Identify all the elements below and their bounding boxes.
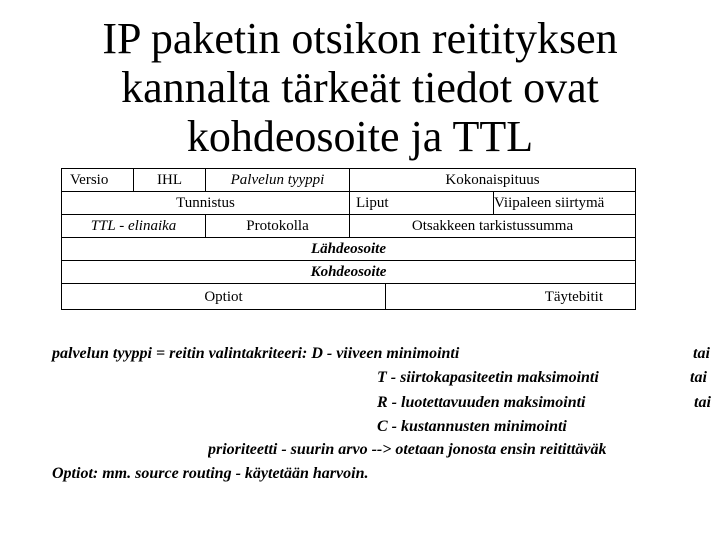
kokonaispituus-field: Kokonaispituus [350,169,636,192]
table-row [62,261,636,284]
taytebitit-field: Täytebitit [386,284,636,310]
otsakkeen-tarkistussumma-field: Otsakkeen tarkistussumma [350,215,636,238]
palvelun-tyyppi-field: Palvelun tyyppi [206,169,350,192]
note-line-2-tai: tai [690,369,707,386]
protokolla-field: Protokolla [206,215,350,238]
note-line-1-tai: tai [693,345,710,362]
lahdeosoite-field: Lähdeosoite [62,238,636,261]
ihl-field: IHL [134,169,206,192]
slide-title [60,14,660,161]
note-line-5: prioriteetti - suurin arvo --> otetaan jonosta ensin reitittäväk [208,441,607,458]
ip-header-table [61,168,636,310]
liput-field: Liput [350,192,494,215]
optiot-field: Optiot [62,284,386,310]
table-row [62,238,636,261]
note-line-1: palvelun tyyppi = reitin valintakriteeri: D - viiveen minimointi [52,345,460,362]
kohdeosoite-field: Kohdeosoite [62,261,636,284]
title-line-2: kannalta tärkeät tiedot ovat [121,63,599,112]
table-row [62,215,636,238]
title-line-1: IP paketin otsikon reitityksen [102,14,618,63]
table-row [62,284,636,310]
tunnistus-field: Tunnistus [62,192,350,215]
viipaleen-siirtyma-field: Viipaleen siirtymä [494,192,636,215]
note-line-3: R - luotettavuuden maksimointi [377,394,586,411]
table-row [62,169,636,192]
note-line-4: C - kustannusten minimointi [377,418,567,435]
title-line-3: kohdeosoite ja TTL [186,112,534,161]
note-line-2: T - siirtokapasiteetin maksimointi [377,369,599,386]
versio-field: Versio [62,169,134,192]
ttl-field: TTL - elinaika [62,215,206,238]
note-line-6: Optiot: mm. source routing - käytetään harvoin. [52,465,369,482]
note-line-3-tai: tai [694,394,711,411]
table-row [62,192,636,215]
